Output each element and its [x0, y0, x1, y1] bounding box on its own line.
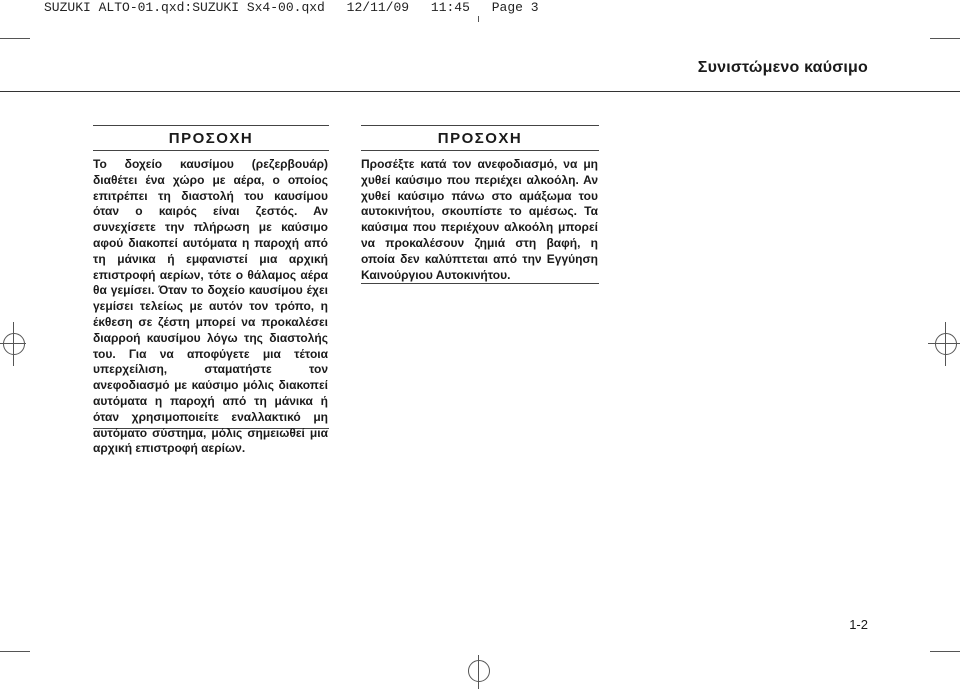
caution-heading: ΠΡΟΣΟΧΗ [93, 126, 329, 151]
crop-mark-bottom-right [930, 651, 960, 652]
slug-time: 11:45 [430, 0, 470, 15]
slug-date: 12/11/09 [346, 0, 410, 15]
caution-box-fuel-tank [93, 125, 329, 456]
crop-mark-top-left [0, 38, 30, 39]
registration-mark-left [3, 333, 25, 355]
section-title: Συνιστώμενο καύσιμο [697, 59, 868, 76]
caution-box-alcohol-fuel [361, 125, 599, 284]
print-slug [44, 0, 543, 16]
page-number: 1-2 [849, 617, 868, 632]
caution-heading: ΠΡΟΣΟΧΗ [361, 126, 599, 151]
registration-mark-right [935, 333, 957, 355]
caution-body: Προσέξτε κατά τον ανεφοδιασμό, να μη χυθεί καύσιμο που περιέχει αλκοόλη. Αν χυθεί καύσιμο πάνω στο αμάξωμα του αυτοκινήτου, σκουπίστε το αμέσως. Τα καύσιμα που περιέχουν αλκοόλη μπορεί να προκαλέσουν ζημιά στη βαφή, η οποία δεν καλύπτεται από την Εγγύηση Καινούργιου Αυτοκινήτου. [361, 157, 598, 282]
registration-mark-bottom [468, 660, 490, 682]
slug-page: Page 3 [491, 0, 539, 15]
crop-mark-top-right [930, 38, 960, 39]
crop-mark-bottom-left [0, 651, 30, 652]
slug-file: SUZUKI ALTO-01.qxd:SUZUKI Sx4-00.qxd [44, 0, 325, 15]
header-rule [0, 91, 960, 92]
caution-body: Το δοχείο καυσίμου (ρεζερβουάρ) διαθέτει ένα χώρο με αέρα, ο οποίος επιτρέπει τη διαστολή του καυσίμου όταν ο καιρός είναι ζεστός. Αν συνεχίσετε την πλήρωση με καύσιμο αφού διακοπεί αυτόματα η παροχή από τη μάνικα ή εμφανιστεί μια αρχική επιστροφή αερίων, τότε ο θάλαμος αέρα θα γεμίσει. Όταν το δοχείο καυσίμου έχει γεμίσει τελείως με αυτόν τον τρόπο, η έκθεση σε ζέστη μπορεί να προκαλέσει διαρροή καυσίμου λόγω της διαστολής του. Για να αποφύγετε μια τέτοια υπερχείλιση, σταματήστε τον ανεφοδιασμό με καύσιμο μόλις διακοπεί αυτόματα η παροχή από τη μάνικα ή όταν χρησιμοποιείτε εναλλακτικό μη αυτόματο σύστημα, μόλις σημειωθεί μια αρχική επιστροφή αερίων. [93, 157, 328, 456]
